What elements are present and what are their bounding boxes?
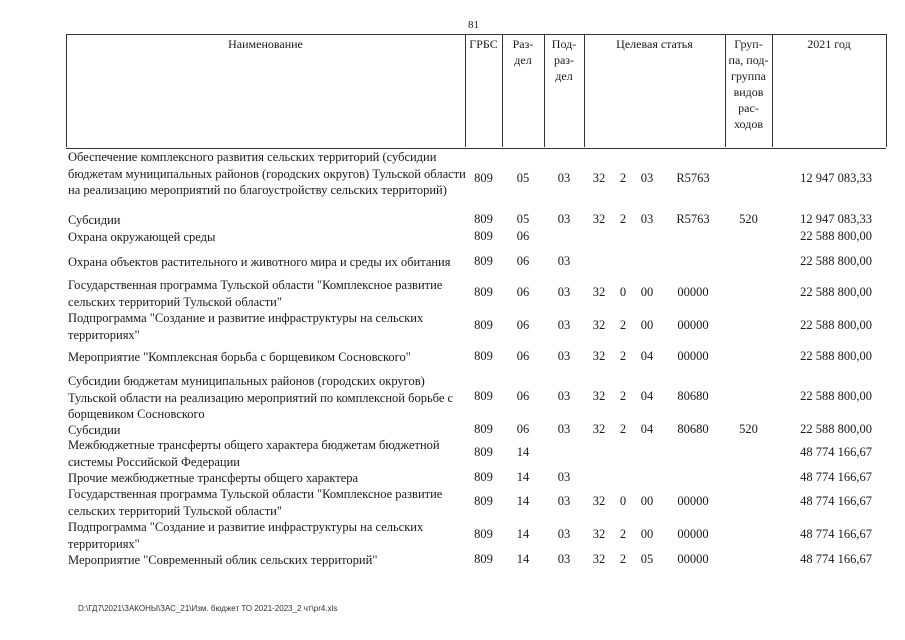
row-target-4: 00000 [677, 494, 709, 508]
row-razdel: 06 [516, 349, 530, 363]
row-target-3: 00 [640, 494, 654, 508]
row-target-3: 04 [640, 349, 654, 363]
page-number: 81 [468, 19, 479, 31]
row-name: Обеспечение комплексного развития сельских территорий (субсидии бюджетам муниципальных районов (городских округов) Тульской области на реализацию мероприятий по благоустройству сельских территорий) [68, 150, 466, 197]
row-podrazdel: 03 [557, 285, 571, 299]
row-target-1: 32 [592, 422, 606, 436]
row-target-4: 00000 [677, 527, 709, 541]
row-target-4: R5763 [676, 171, 710, 185]
header-razdel: Раз- дел [512, 37, 534, 67]
row-target-1: 32 [592, 494, 606, 508]
row-podrazdel: 03 [557, 212, 571, 226]
row-target-2: 2 [619, 552, 627, 566]
row-target-3: 03 [640, 212, 654, 226]
row-grbs: 809 [474, 552, 493, 566]
row-amount: 12 947 083,33 [800, 212, 872, 226]
row-amount: 22 588 800,00 [800, 422, 872, 436]
row-grbs: 809 [474, 349, 493, 363]
row-podrazdel: 03 [557, 494, 571, 508]
row-razdel: 14 [516, 527, 530, 541]
row-target-4: 80680 [677, 389, 709, 403]
row-amount: 22 588 800,00 [800, 229, 872, 243]
row-target-4: 00000 [677, 349, 709, 363]
row-target-2: 2 [619, 527, 627, 541]
file-path-footer: D:\ГД7\2021\ЗАКОНЫ\ЗАС_21\Изм. бюджет ТО 2021-2023_2 чт\pr4.xls [78, 604, 338, 613]
row-razdel: 06 [516, 229, 530, 243]
row-podrazdel: 03 [557, 171, 571, 185]
row-name: Субсидии [68, 423, 121, 437]
row-target-2: 2 [619, 171, 627, 185]
row-target-3: 00 [640, 318, 654, 332]
row-grbs: 809 [474, 171, 493, 185]
row-name: Охрана окружающей среды [68, 230, 216, 244]
row-razdel: 06 [516, 254, 530, 268]
row-grbs: 809 [474, 445, 493, 459]
row-target-2: 2 [619, 349, 627, 363]
row-grbs: 809 [474, 470, 493, 484]
row-target-2: 2 [619, 212, 627, 226]
row-target-1: 32 [592, 552, 606, 566]
row-podrazdel: 03 [557, 318, 571, 332]
row-expense-group: 520 [739, 422, 758, 436]
row-podrazdel: 03 [557, 552, 571, 566]
row-razdel: 14 [516, 470, 530, 484]
row-grbs: 809 [474, 254, 493, 268]
row-name: Охрана объектов растительного и животного мира и среды их обитания [68, 255, 451, 269]
row-grbs: 809 [474, 229, 493, 243]
row-name: Подпрограмма "Создание и развитие инфраструктуры на сельских территориях" [68, 311, 424, 342]
row-target-2: 2 [619, 318, 627, 332]
row-name: Прочие межбюджетные трансферты общего характера [68, 471, 359, 485]
row-target-1: 32 [592, 389, 606, 403]
row-razdel: 06 [516, 285, 530, 299]
header-year: 2021 год [807, 37, 851, 51]
row-name: Государственная программа Тульской области "Комплексное развитие сельских территорий Тульской области" [68, 487, 443, 518]
row-grbs: 809 [474, 212, 493, 226]
header-podrazdel: Под- раз- дел [551, 37, 577, 83]
row-podrazdel: 03 [557, 422, 571, 436]
row-razdel: 14 [516, 494, 530, 508]
row-target-3: 03 [640, 171, 654, 185]
row-name: Субсидии [68, 213, 121, 227]
row-target-2: 2 [619, 389, 627, 403]
row-grbs: 809 [474, 318, 493, 332]
row-grbs: 809 [474, 527, 493, 541]
row-podrazdel: 03 [557, 470, 571, 484]
row-name: Подпрограмма "Создание и развитие инфраструктуры на сельских территориях" [68, 520, 424, 551]
row-grbs: 809 [474, 422, 493, 436]
row-target-4: R5763 [676, 212, 710, 226]
row-razdel: 05 [516, 212, 530, 226]
row-target-4: 80680 [677, 422, 709, 436]
row-amount: 48 774 166,67 [800, 445, 872, 459]
row-name: Мероприятие "Современный облик сельских территорий" [68, 553, 378, 567]
row-amount: 22 588 800,00 [800, 254, 872, 268]
row-grbs: 809 [474, 389, 493, 403]
row-razdel: 06 [516, 318, 530, 332]
row-amount: 48 774 166,67 [800, 470, 872, 484]
row-target-2: 2 [619, 422, 627, 436]
row-amount: 48 774 166,67 [800, 552, 872, 566]
row-podrazdel: 03 [557, 527, 571, 541]
header-divider [886, 34, 887, 147]
row-razdel: 14 [516, 552, 530, 566]
row-amount: 22 588 800,00 [800, 349, 872, 363]
row-grbs: 809 [474, 285, 493, 299]
row-amount: 48 774 166,67 [800, 494, 872, 508]
row-target-1: 32 [592, 212, 606, 226]
row-target-3: 00 [640, 527, 654, 541]
row-podrazdel: 03 [557, 389, 571, 403]
row-amount: 22 588 800,00 [800, 389, 872, 403]
row-razdel: 06 [516, 389, 530, 403]
row-razdel: 05 [516, 171, 530, 185]
row-target-2: 0 [619, 285, 627, 299]
row-name: Государственная программа Тульской области "Комплексное развитие сельских территорий Тульской области" [68, 278, 443, 309]
row-grbs: 809 [474, 494, 493, 508]
row-name: Межбюджетные трансферты общего характера бюджетам бюджетной системы Российской Федерации [68, 438, 440, 469]
row-amount: 48 774 166,67 [800, 527, 872, 541]
row-target-3: 04 [640, 389, 654, 403]
row-amount: 22 588 800,00 [800, 285, 872, 299]
row-target-4: 00000 [677, 285, 709, 299]
row-target-2: 0 [619, 494, 627, 508]
row-podrazdel: 03 [557, 349, 571, 363]
header-name: Наименование [228, 37, 303, 51]
row-target-1: 32 [592, 349, 606, 363]
header-grbs: ГРБС [469, 37, 498, 51]
row-target-3: 05 [640, 552, 654, 566]
row-expense-group: 520 [739, 212, 758, 226]
row-target-1: 32 [592, 171, 606, 185]
header-expense-group: Груп- па, под- группа видов рас- ходов [728, 37, 769, 131]
row-razdel: 06 [516, 422, 530, 436]
row-name: Мероприятие "Комплексная борьба с борщевиком Сосновского" [68, 350, 411, 364]
row-target-1: 32 [592, 285, 606, 299]
row-razdel: 14 [516, 445, 530, 459]
row-target-4: 00000 [677, 552, 709, 566]
row-amount: 22 588 800,00 [800, 318, 872, 332]
row-target-3: 00 [640, 285, 654, 299]
header-target-article: Целевая статья [616, 37, 693, 51]
row-amount: 12 947 083,33 [800, 171, 872, 185]
row-podrazdel: 03 [557, 254, 571, 268]
row-target-4: 00000 [677, 318, 709, 332]
row-target-3: 04 [640, 422, 654, 436]
row-name: Субсидии бюджетам муниципальных районов (городских округов) Тульской области на реализацию мероприятий по комплексной борьбе с борщевиком Сосновского [68, 374, 454, 421]
row-target-1: 32 [592, 527, 606, 541]
row-target-1: 32 [592, 318, 606, 332]
